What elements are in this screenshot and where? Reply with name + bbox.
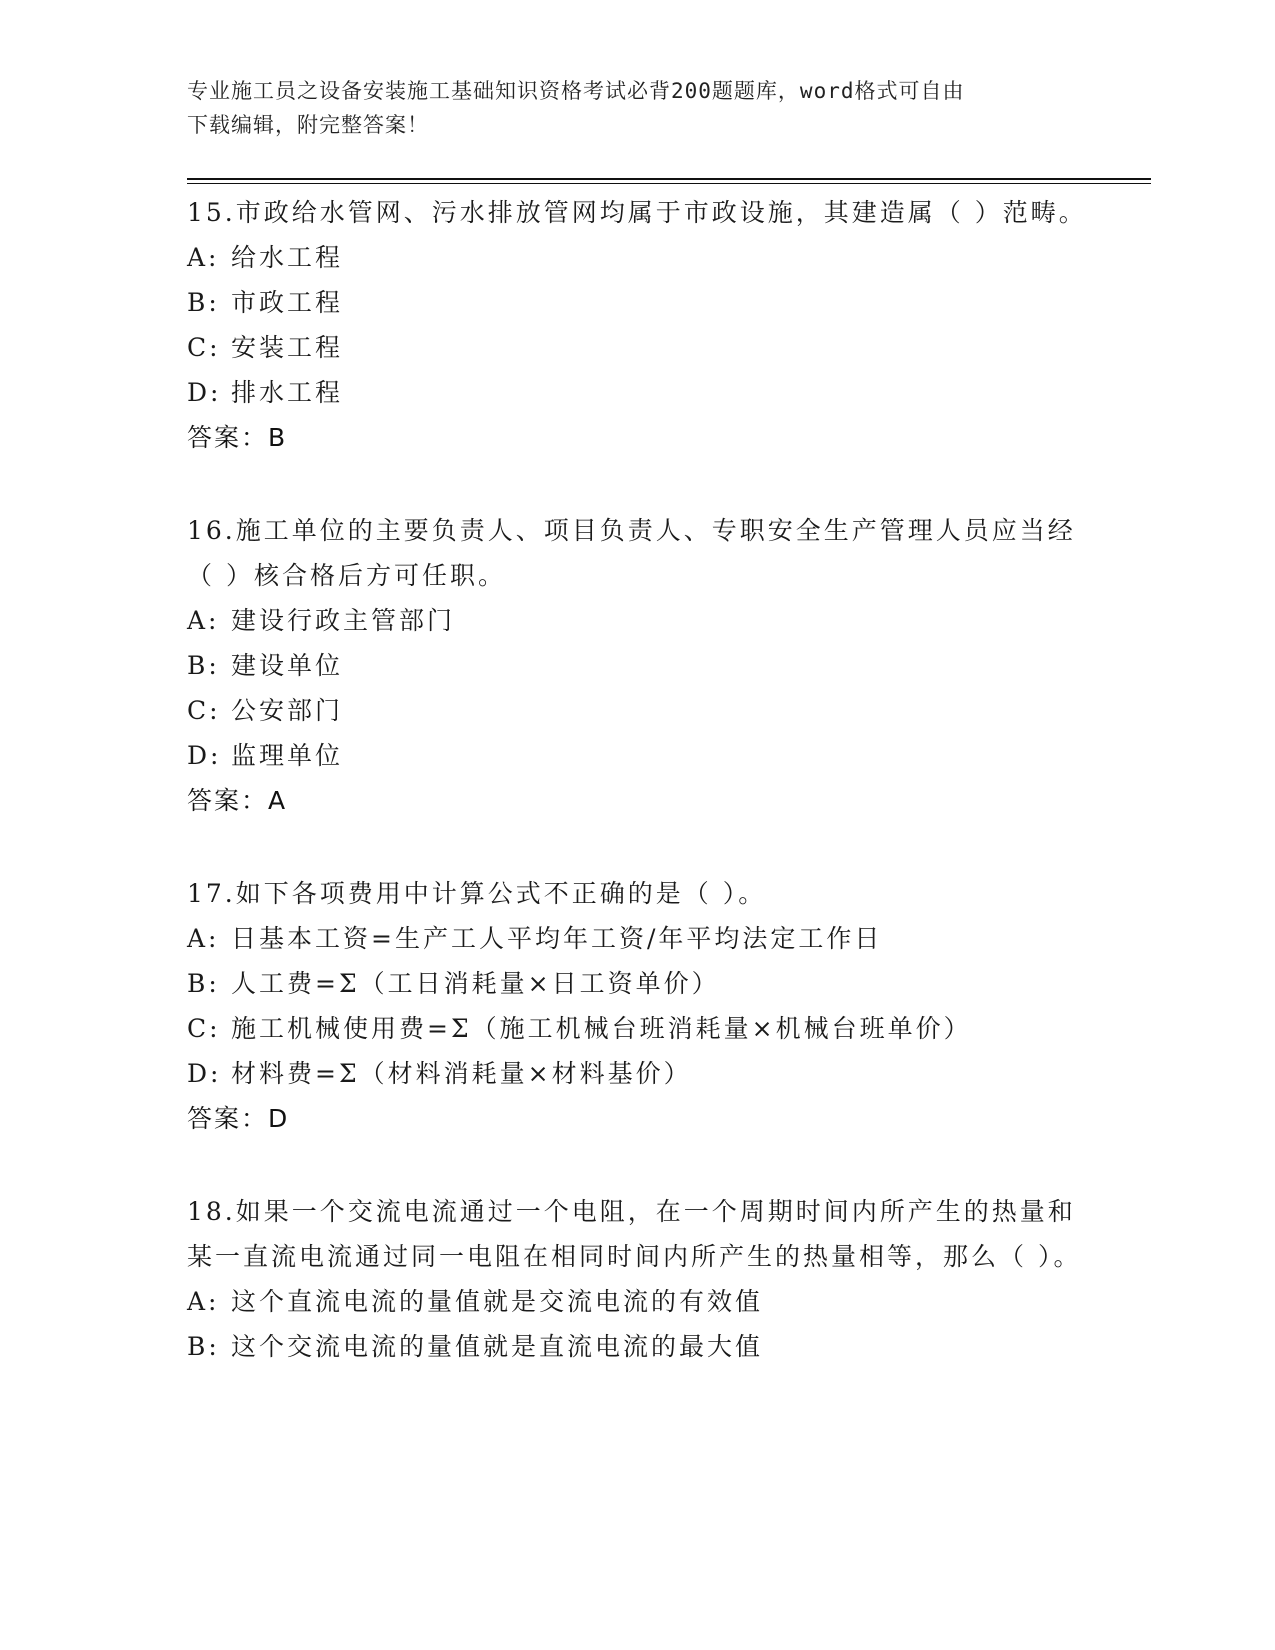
option-c [187, 1006, 1087, 1051]
option-b [187, 643, 1087, 688]
option-text: 这个直流电流的量值就是交流电流的有效值 [231, 1287, 764, 1316]
option-letter: A: [187, 924, 220, 953]
option-letter: D: [187, 741, 222, 770]
option-text: 日基本工资=生产工人平均年工资/年平均法定工作日 [231, 924, 883, 953]
option-b [187, 961, 1087, 1006]
question-15 [187, 190, 1087, 460]
option-letter: A: [187, 606, 220, 635]
option-a [187, 598, 1087, 643]
question-stem: 15.市政给水管网、污水排放管网均属于市政设施，其建造属（ ）范畴。 [187, 198, 1087, 227]
option-letter: D: [187, 378, 222, 407]
option-text: 这个交流电流的量值就是直流电流的最大值 [231, 1332, 764, 1361]
option-a [187, 235, 1087, 280]
option-a [187, 916, 1087, 961]
option-b [187, 1324, 1087, 1369]
question-18 [187, 1189, 1087, 1369]
option-text: 建设行政主管部门 [231, 606, 456, 635]
question-16 [187, 508, 1087, 823]
option-text: 监理单位 [231, 741, 344, 770]
option-letter: C: [187, 1014, 221, 1043]
question-stem: 16.施工单位的主要负责人、项目负责人、专职安全生产管理人员应当经（ ）核合格后方可任职。 [187, 516, 1076, 590]
option-d [187, 733, 1087, 778]
option-b [187, 280, 1087, 325]
answer-line: 答案：D [187, 1104, 290, 1133]
header-divider-thick [187, 178, 1151, 180]
header-divider-thin [187, 183, 1151, 184]
option-letter: C: [187, 333, 221, 362]
option-d [187, 1051, 1087, 1096]
option-letter: A: [187, 243, 220, 272]
option-letter: C: [187, 696, 221, 725]
header-line-1: 专业施工员之设备安装施工基础知识资格考试必背200题题库，word格式可自由 [187, 79, 965, 103]
option-letter: A: [187, 1287, 220, 1316]
option-text: 排水工程 [231, 378, 344, 407]
option-letter: D: [187, 1059, 222, 1088]
question-list [187, 190, 1087, 1417]
option-letter: B: [187, 1332, 220, 1361]
option-d [187, 370, 1087, 415]
option-text: 材料费=Σ（材料消耗量×材料基价） [231, 1059, 692, 1088]
question-17 [187, 871, 1087, 1141]
option-text: 安装工程 [231, 333, 344, 362]
option-c [187, 688, 1087, 733]
option-c [187, 325, 1087, 370]
option-letter: B: [187, 288, 220, 317]
answer-line: 答案：A [187, 786, 288, 815]
header-line-2: 下载编辑，附完整答案！ [187, 113, 429, 137]
option-text: 市政工程 [231, 288, 344, 317]
option-text: 公安部门 [231, 696, 344, 725]
option-text: 施工机械使用费=Σ（施工机械台班消耗量×机械台班单价） [231, 1014, 972, 1043]
answer-line: 答案：B [187, 423, 288, 452]
option-a [187, 1279, 1087, 1324]
option-text: 人工费=Σ（工日消耗量×日工资单价） [231, 969, 720, 998]
option-letter: B: [187, 651, 220, 680]
question-stem: 17.如下各项费用中计算公式不正确的是（ ）。 [187, 879, 767, 908]
document-header [187, 74, 1067, 142]
option-text: 建设单位 [231, 651, 344, 680]
option-letter: B: [187, 969, 220, 998]
option-text: 给水工程 [231, 243, 344, 272]
question-stem: 18.如果一个交流电流通过一个电阻，在一个周期时间内所产生的热量和某一直流电流通过同一电阻在相同时间内所产生的热量相等，那么（ ）。 [187, 1197, 1082, 1271]
